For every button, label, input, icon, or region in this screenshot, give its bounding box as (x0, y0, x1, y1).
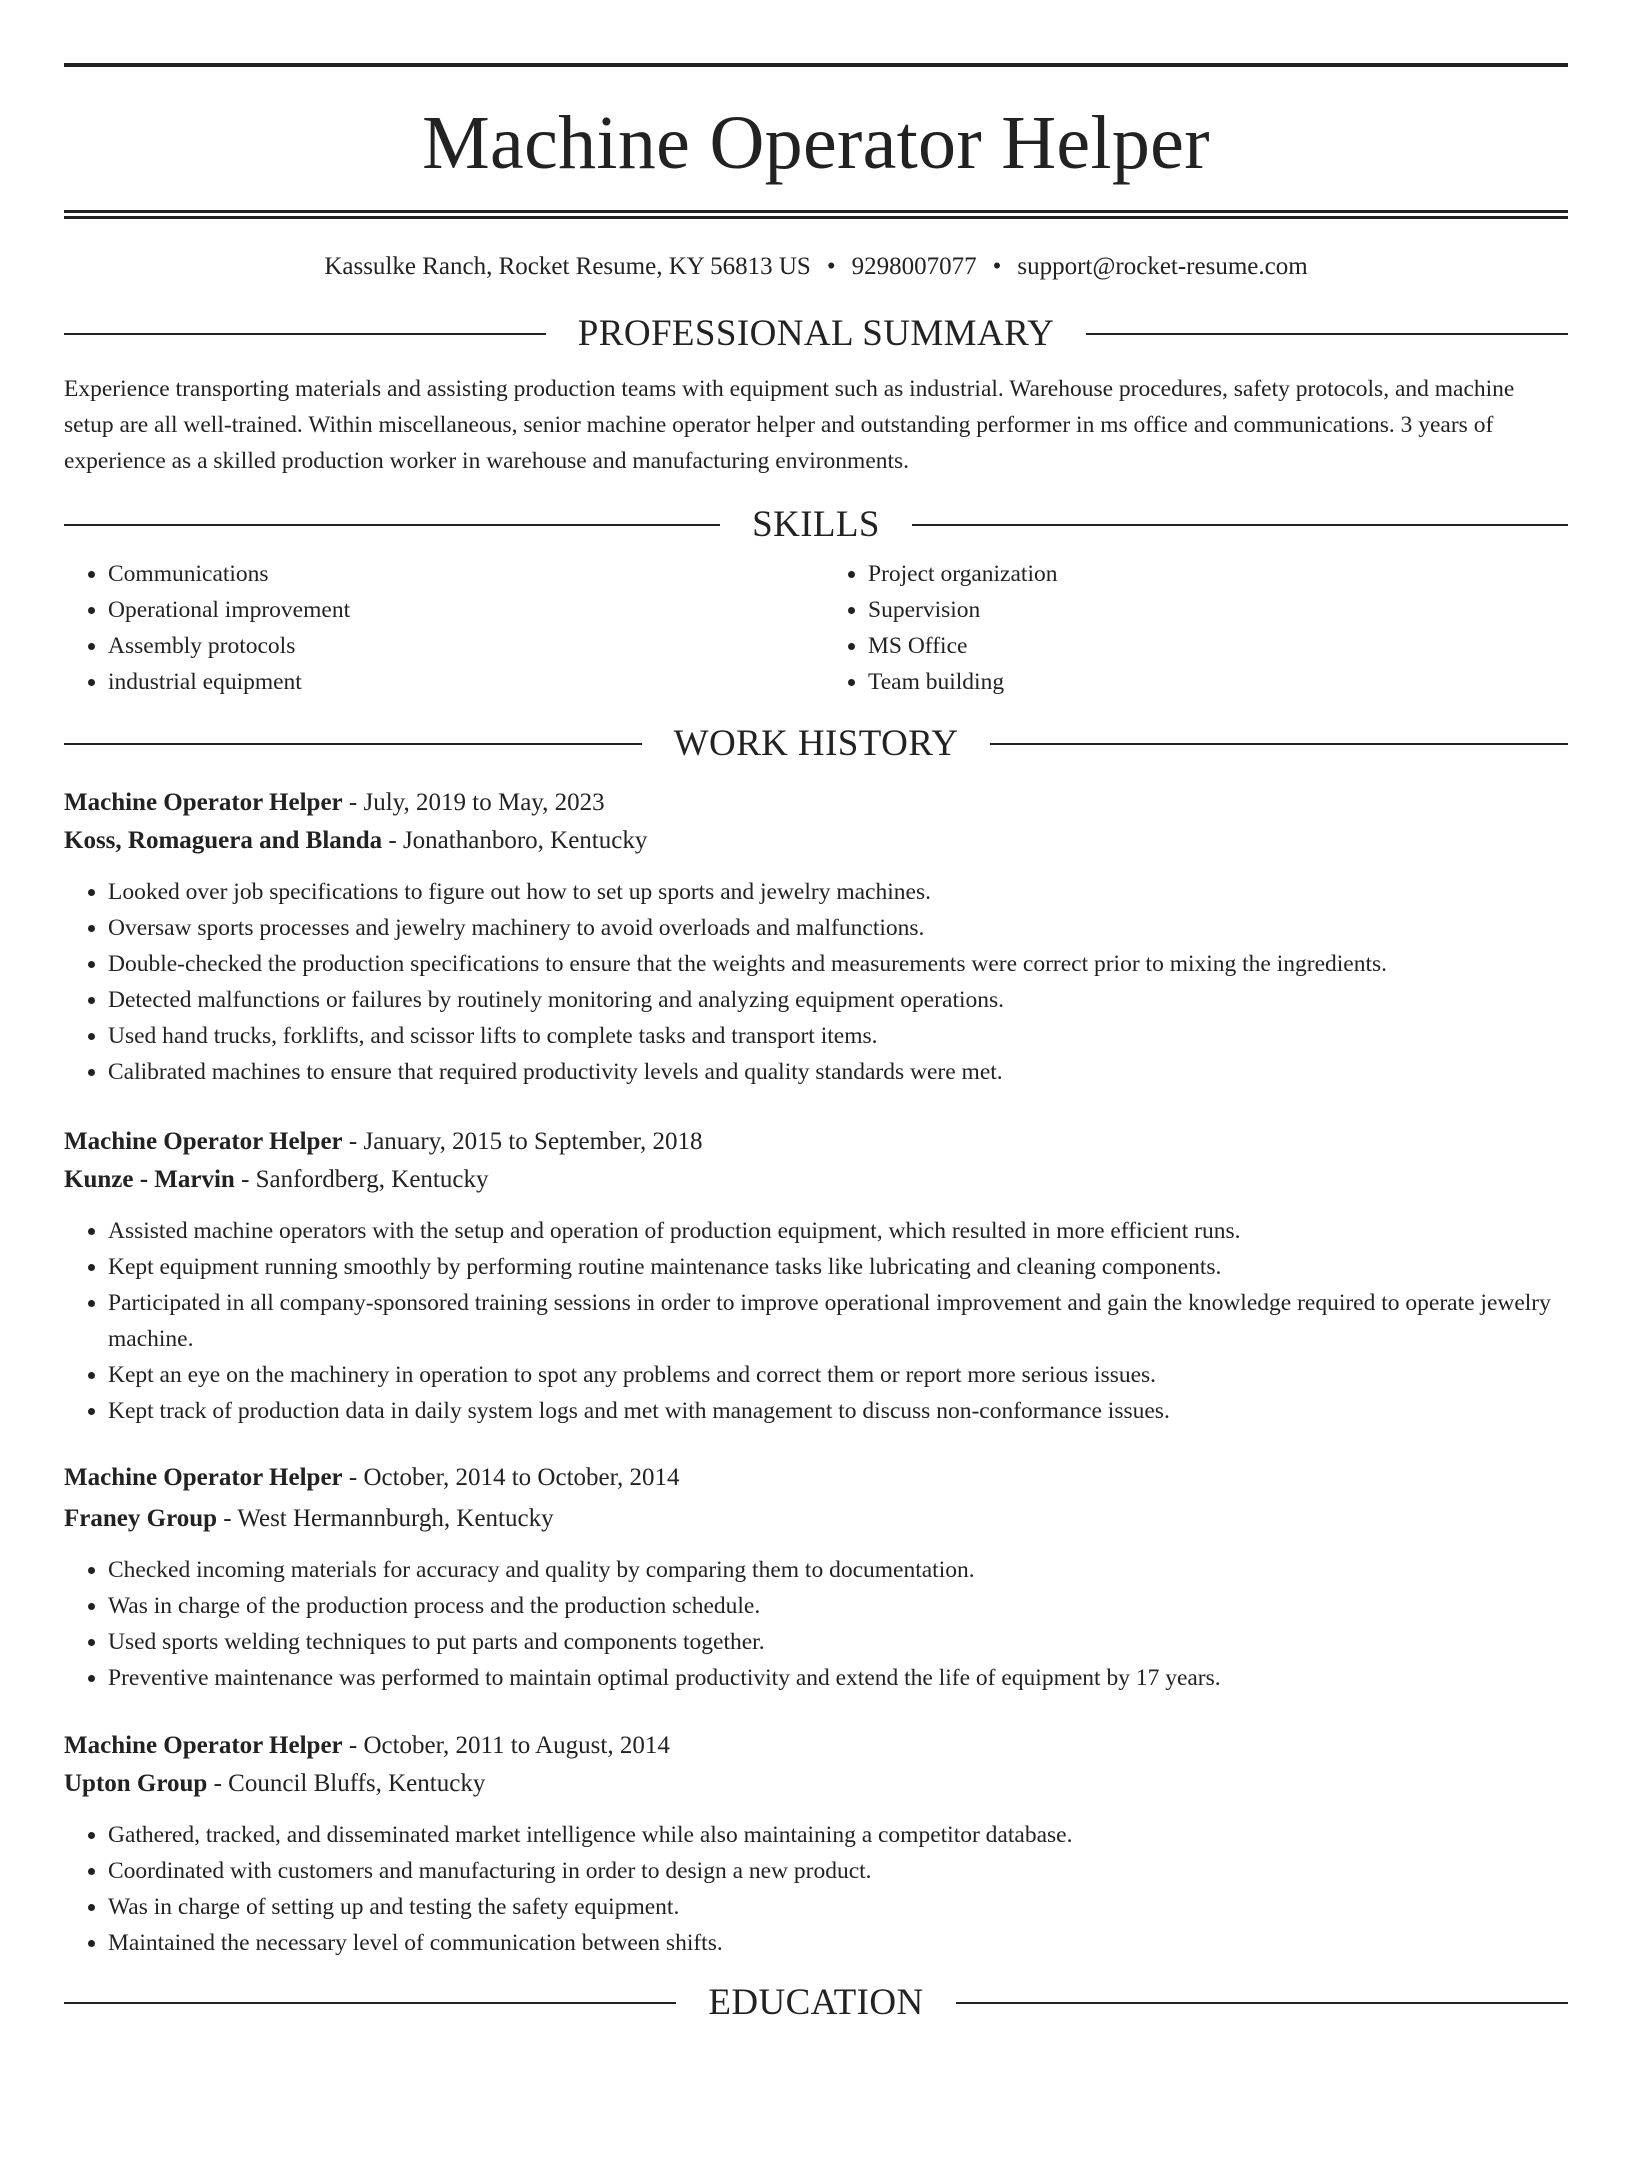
job-bullet: • Preventive maintenance was performed to maintain optimal productivity and extend the life of equipment by 17 years. (108, 1660, 1568, 1696)
summary-text: Experience transporting materials and assisting production teams with equipment such as industrial. Warehouse procedures, safety protocols, and machine setup are all well-trained. Within miscellaneous, senior machine operator helper and outstanding performer in ms office and communications. 3 years of experience as a skilled production worker in warehouse and manufacturing environments. (64, 376, 1515, 474)
skills-section-heading (64, 503, 1568, 547)
job-title-line (64, 784, 1568, 822)
job-bullet: • Assisted machine operators with the setup and operation of production equipment, which resulted in more efficient runs. (108, 1213, 1568, 1249)
job-dates: - October, 2014 to October, 2014 (342, 1464, 680, 1491)
skill-item: • Assembly protocols (108, 628, 808, 664)
top-rule (64, 63, 1568, 67)
job-bullet: • Used sports welding techniques to put parts and components together. (108, 1624, 1568, 1660)
job-entry (64, 1727, 1568, 1961)
job-bullet: • Kept equipment running smoothly by performing routine maintenance tasks like lubricating and cleaning components. (108, 1249, 1568, 1285)
job-title: Machine Operator Helper (64, 1732, 343, 1759)
heading-rule-left (64, 743, 642, 745)
job-bullet: • Maintained the necessary level of communication between shifts. (108, 1925, 1568, 1961)
heading-rule-right (912, 524, 1568, 526)
contact-separator: • (992, 253, 1002, 280)
job-bullet: • Kept track of production data in daily system logs and met with management to discuss non-conformance issues. (108, 1393, 1568, 1429)
job-company-line (64, 822, 1568, 860)
job-dates: - January, 2015 to September, 2018 (342, 1128, 703, 1155)
skill-item: • Team building (868, 664, 1568, 700)
skills-column-left (64, 556, 808, 700)
skill-item: • Communications (108, 556, 808, 592)
section-title: WORK HISTORY (673, 723, 959, 764)
skills-column-right (808, 556, 1568, 700)
skills-list (64, 556, 1568, 700)
skill-item: • Supervision (868, 592, 1568, 628)
job-entry (64, 1459, 1568, 1696)
job-bullet: • Was in charge of the production process and the production schedule. (108, 1588, 1568, 1624)
job-company-line (64, 1500, 1568, 1538)
job-bullets (64, 874, 1568, 1090)
job-title-line (64, 1727, 1568, 1765)
job-location: - Sanfordberg, Kentucky (234, 1166, 489, 1193)
contact-phone: 9298007077 (851, 253, 977, 280)
name-double-rule (64, 210, 1568, 219)
job-dates: - October, 2011 to August, 2014 (342, 1732, 670, 1759)
skill-item: • Operational improvement (108, 592, 808, 628)
contact-separator: • (826, 253, 836, 280)
job-bullets (64, 1213, 1568, 1429)
candidate-name: Machine Operator Helper (422, 101, 1210, 185)
job-title-line (64, 1459, 1568, 1497)
job-bullet: • Was in charge of setting up and testing the safety equipment. (108, 1889, 1568, 1925)
contact-email: support@rocket-resume.com (1017, 253, 1308, 280)
job-company-line (64, 1161, 1568, 1199)
job-bullet: • Used hand trucks, forklifts, and scissor lifts to complete tasks and transport items. (108, 1018, 1568, 1054)
job-bullet: • Detected malfunctions or failures by routinely monitoring and analyzing equipment operations. (108, 982, 1568, 1018)
job-bullets (64, 1817, 1568, 1961)
job-entry (64, 784, 1568, 1090)
skill-item: • industrial equipment (108, 664, 808, 700)
job-bullet: • Gathered, tracked, and disseminated market intelligence while also maintaining a competitor database. (108, 1817, 1568, 1853)
job-location: - West Hermannburgh, Kentucky (217, 1505, 554, 1532)
heading-rule-left (64, 333, 546, 335)
section-title: EDUCATION (708, 1982, 924, 2023)
resume-page (0, 63, 1632, 2175)
job-bullet: • Looked over job specifications to figure out how to set up sports and jewelry machines. (108, 874, 1568, 910)
job-bullet: • Kept an eye on the machinery in operation to spot any problems and correct them or report more serious issues. (108, 1357, 1568, 1393)
heading-rule-left (64, 2002, 676, 2004)
job-company-line (64, 1765, 1568, 1803)
job-company: Koss, Romaguera and Blanda (64, 827, 383, 854)
contact-address: Kassulke Ranch, Rocket Resume, KY 56813 US (324, 253, 811, 280)
heading-rule-right (956, 2002, 1568, 2004)
skill-item: • Project organization (868, 556, 1568, 592)
job-bullet: • Coordinated with customers and manufacturing in order to design a new product. (108, 1853, 1568, 1889)
job-bullet: • Double-checked the production specifications to ensure that the weights and measurements were correct prior to mixing the ingredients. (108, 946, 1568, 982)
job-title: Machine Operator Helper (64, 789, 343, 816)
job-bullet: • Calibrated machines to ensure that required productivity levels and quality standards were met. (108, 1054, 1568, 1090)
job-bullets (64, 1552, 1568, 1696)
work-section-heading (64, 722, 1568, 766)
job-title-line (64, 1123, 1568, 1161)
job-title: Machine Operator Helper (64, 1464, 343, 1491)
job-dates: - July, 2019 to May, 2023 (342, 789, 605, 816)
job-bullet: • Checked incoming materials for accuracy and quality by comparing them to documentation. (108, 1552, 1568, 1588)
heading-rule-right (990, 743, 1568, 745)
job-company: Upton Group (64, 1770, 208, 1797)
contact-line (64, 252, 1568, 282)
job-company: Franey Group (64, 1505, 218, 1532)
job-bullet: • Oversaw sports processes and jewelry machinery to avoid overloads and malfunctions. (108, 910, 1568, 946)
job-location: - Jonathanboro, Kentucky (382, 827, 648, 854)
job-bullet: • Participated in all company-sponsored training sessions in order to improve operational improvement and gain the knowledge required to operate jewelry machine. (108, 1285, 1568, 1357)
job-location: - Council Bluffs, Kentucky (207, 1770, 486, 1797)
heading-rule-right (1086, 333, 1568, 335)
heading-rule-left (64, 524, 720, 526)
job-entry (64, 1123, 1568, 1429)
education-section-heading (64, 1981, 1568, 2025)
skill-item: • MS Office (868, 628, 1568, 664)
job-title: Machine Operator Helper (64, 1128, 343, 1155)
job-company: Kunze - Marvin (64, 1166, 235, 1193)
summary-section-heading (64, 312, 1568, 356)
section-title: SKILLS (752, 504, 880, 545)
section-title: PROFESSIONAL SUMMARY (577, 313, 1055, 354)
